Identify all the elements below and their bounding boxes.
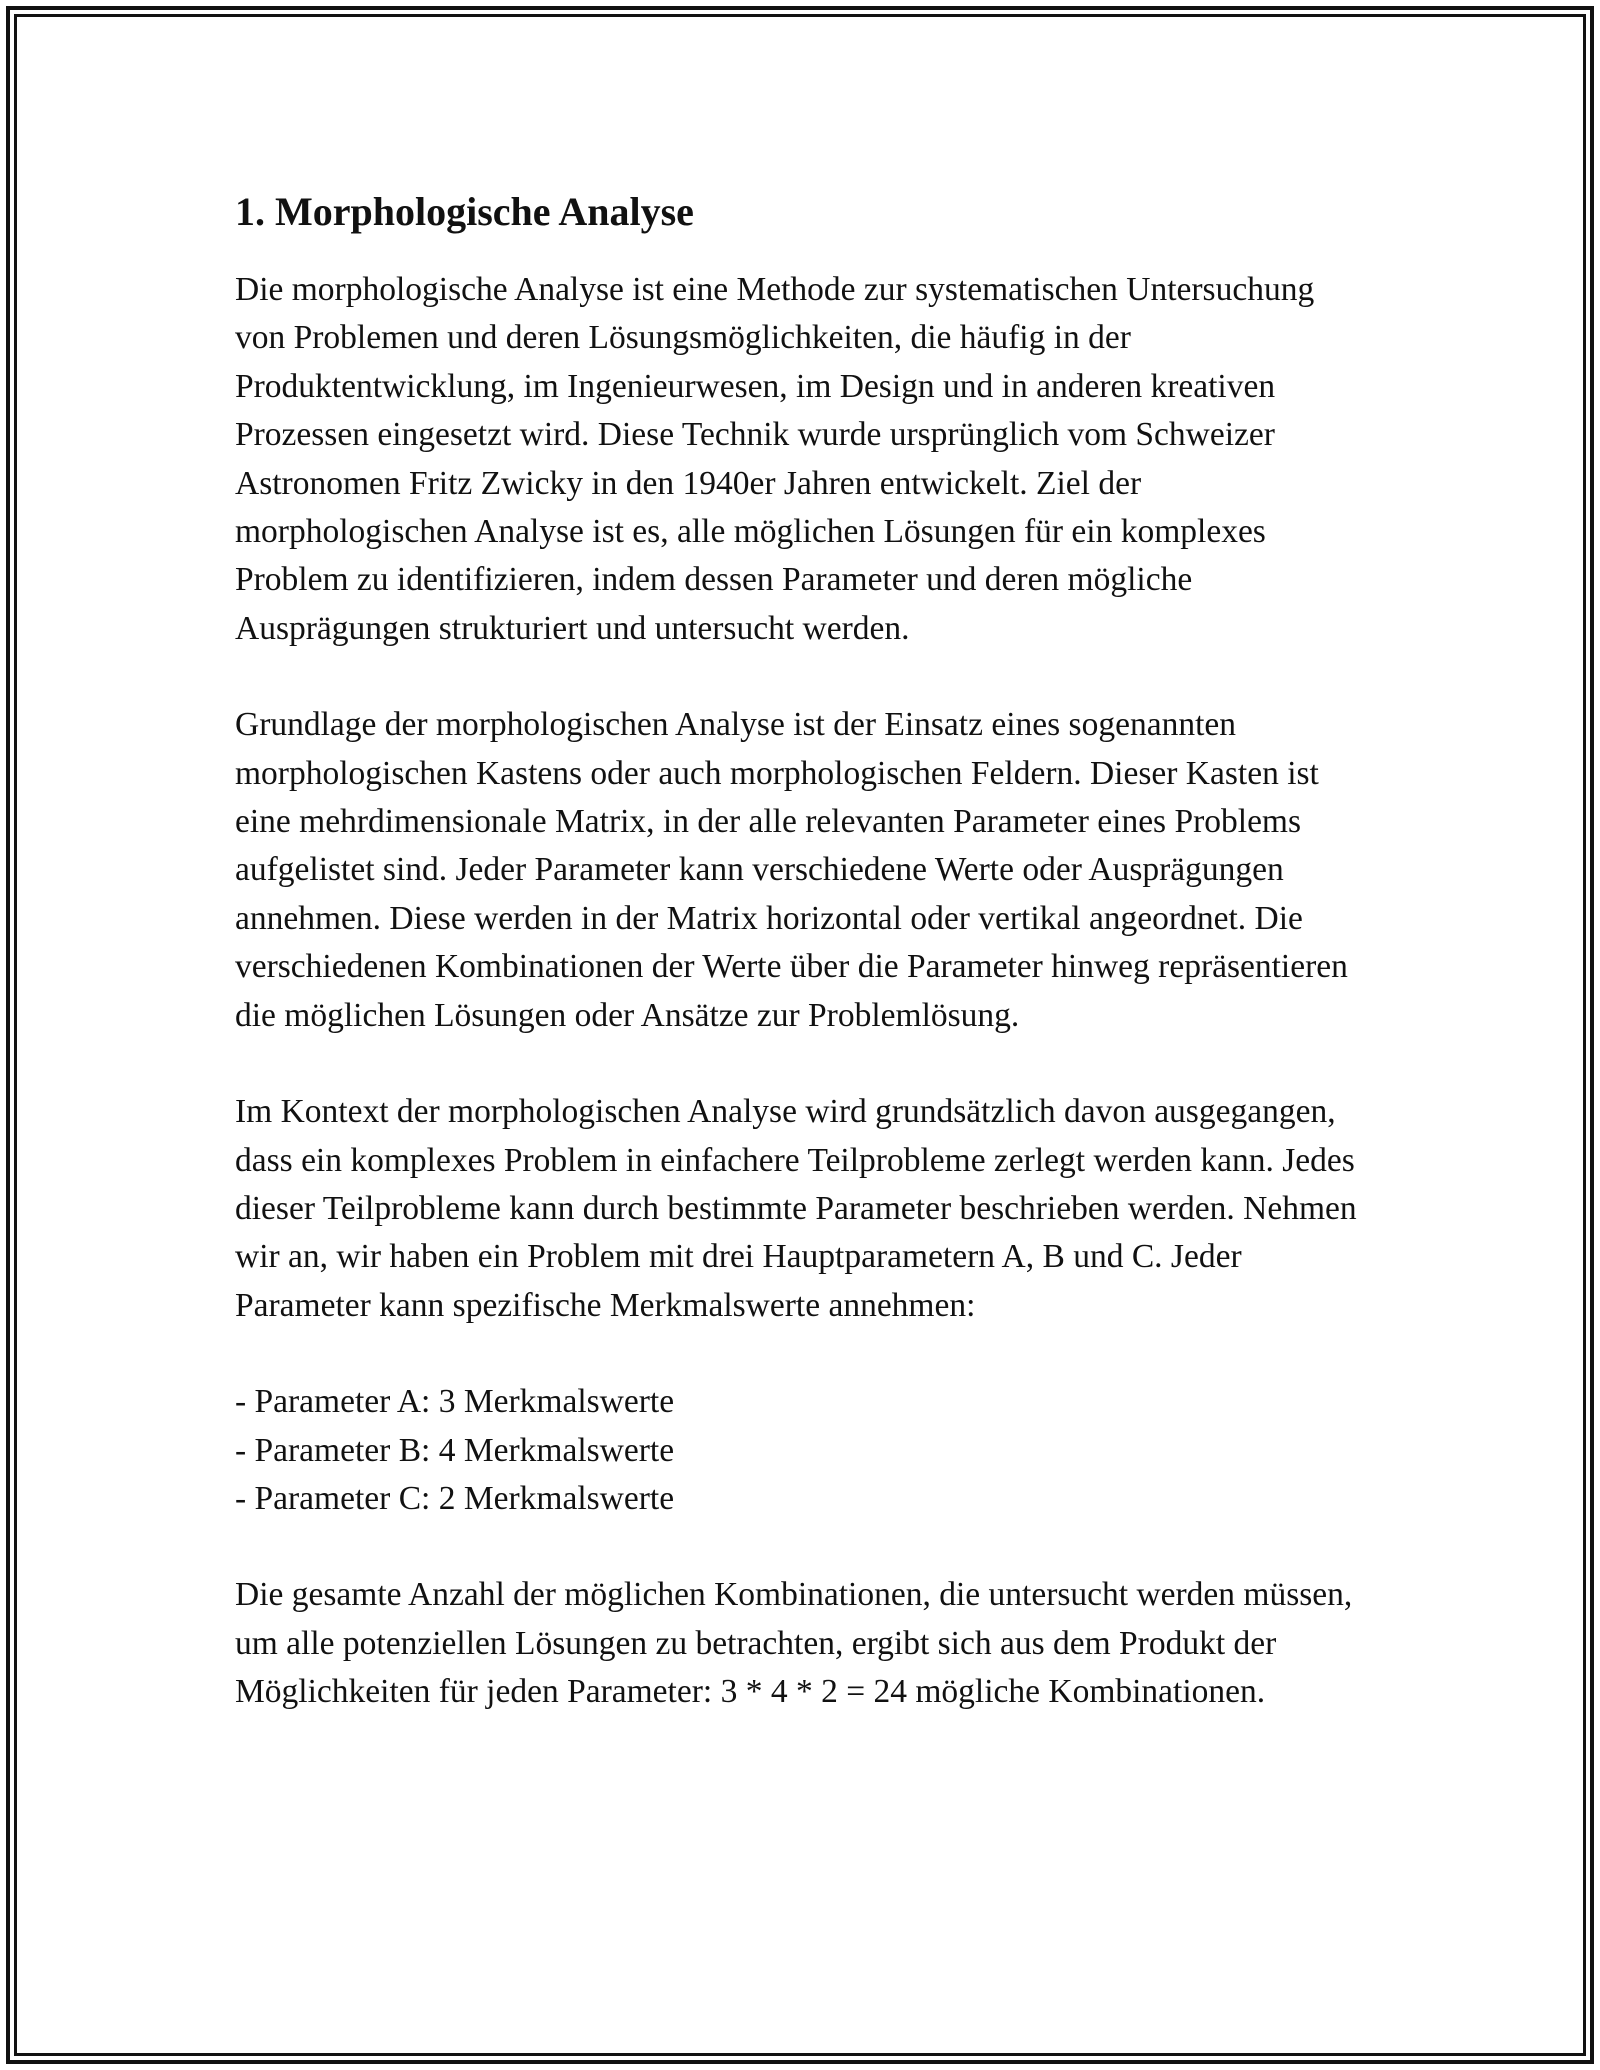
paragraph-intro: Die morphologische Analyse ist eine Methode zur systematischen Untersuchung von Problemen und deren Lösungsmöglichkeiten, die häufig in der Produktentwicklung, im Ingenieurwesen, im Design und in anderen kreativen Prozessen eingesetzt wird. Diese Technik wurde ursprünglich vom Schweizer Astronomen Fritz Zwicky in den 1940er Jahren entwickelt. Ziel der morphologischen Analyse ist es, alle möglichen Lösungen für ein komplexes Problem zu identifizieren, indem dessen Parameter und deren mögliche Ausprägungen strukturiert und untersucht werden. xyxy=(235,271,1315,647)
list-item: - Parameter B: 4 Merkmalswerte xyxy=(235,1431,675,1469)
list-item: - Parameter C: 2 Merkmalswerte xyxy=(235,1479,675,1517)
paragraph-morphological-box: Grundlage der morphologischen Analyse ist der Einsatz eines sogenannten morphologischen Kastens oder auch morphologischen Feldern. Dieser Kasten ist eine mehrdimensionale Matrix, in der alle relevanten Parameter eines Problems aufgelistet sind. Jeder Parameter kann verschiedene Werte oder Ausprägungen annehmen. Diese werden in der Matrix horizontal oder vertikal angeordnet. Die verschiedenen Kombinationen der Werte über die Parameter hinweg repräsentieren die möglichen Lösungen oder Ansätze zur Problemlösung. xyxy=(235,706,1348,1034)
parameter-list xyxy=(235,1378,1365,1523)
paragraph-combinations: Die gesamte Anzahl der möglichen Kombinationen, die untersucht werden müssen, um alle potenziellen Lösungen zu betrachten, ergibt sich aus dem Produkt der Möglichkeiten für jeden Parameter: 3 * 4 * 2 = 24 mögliche Kombinationen. xyxy=(235,1576,1353,1711)
paragraph-context: Im Kontext der morphologischen Analyse wird grundsätzlich davon ausgegangen, dass ein komplexes Problem in einfachere Teilprobleme zerlegt werden kann. Jedes dieser Teilprobleme kann durch bestimmte Parameter beschrieben werden. Nehmen wir an, wir haben ein Problem mit drei Hauptparametern A, B und C. Jeder Parameter kann spezifische Merkmalswerte annehmen: xyxy=(235,1093,1357,1324)
section-heading: 1. Morphologische Analyse xyxy=(235,189,694,234)
list-item: - Parameter A: 3 Merkmalswerte xyxy=(235,1383,675,1421)
document-body xyxy=(235,186,1365,1765)
